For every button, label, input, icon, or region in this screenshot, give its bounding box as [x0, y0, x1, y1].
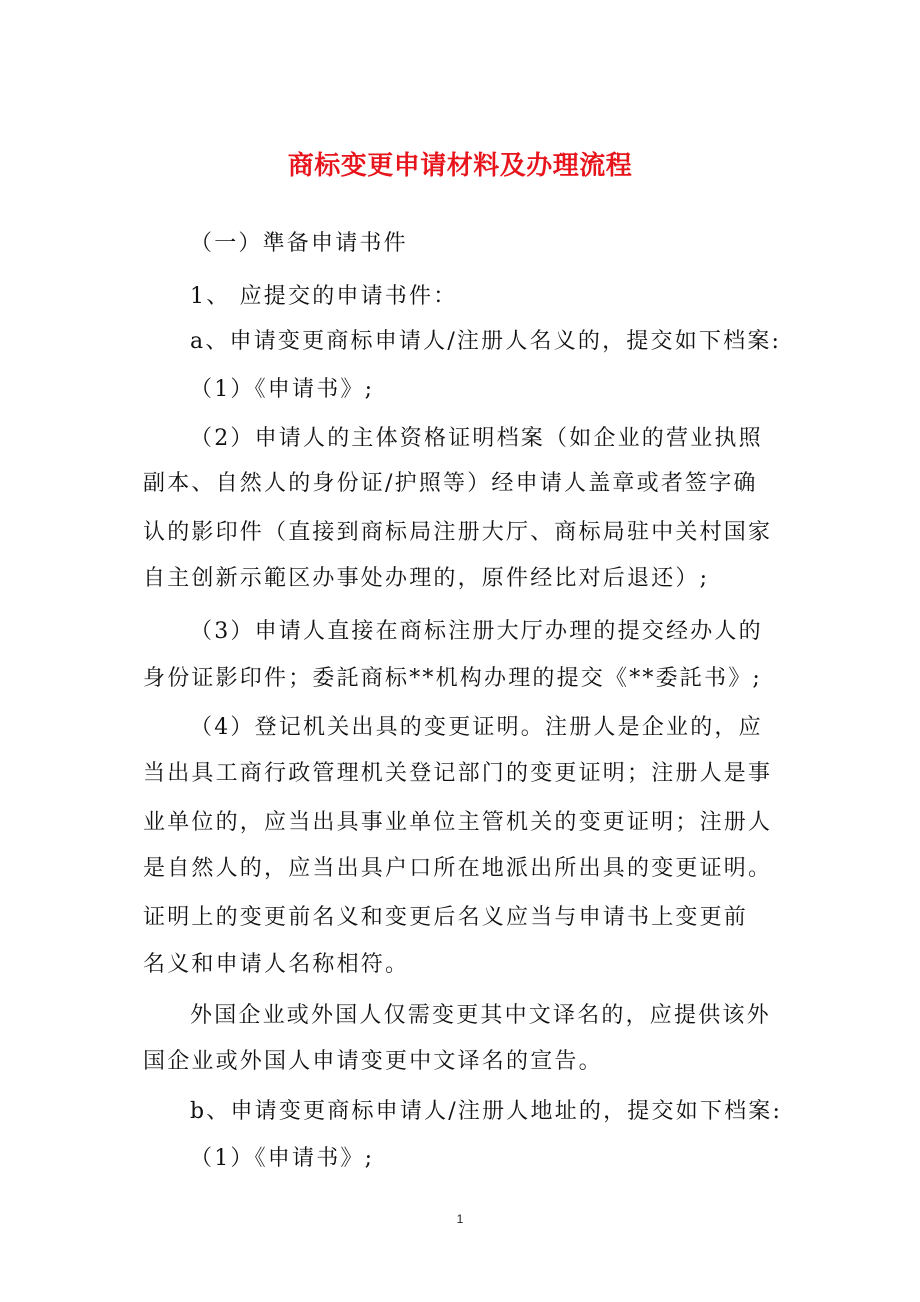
item-a-1: （1）《申请书》;	[190, 377, 375, 402]
item-b-heading: b、申请变更商标申请人/注册人地址的，提交如下档案:	[190, 1099, 783, 1124]
item-1-heading: 1、 应提交的申请书件：	[190, 284, 458, 309]
foreign-note-line-2: 国企业或外国人申请变更中文译名的宣告。	[143, 1049, 603, 1074]
item-a-4-line-6: 名义和申请人名称相符。	[143, 952, 410, 977]
item-a-2-line-2: 副本、自然人的身份证/护照等）经申请人盖章或者签字确	[143, 471, 758, 496]
item-a-4-line-3: 业单位的，应当出具事业单位主管机关的变更证明；注册人	[143, 810, 773, 835]
item-a-2-line-1: （2）申请人的主体资格证明档案（如企业的营业执照	[190, 426, 763, 451]
item-a-3-line-2: 身份证影印件；委託商标**机构办理的提交《**委託书》;	[143, 666, 763, 691]
item-a-heading: a、申请变更商标申请人/注册人名义的，提交如下档案:	[190, 329, 782, 354]
document-title: 商标变更申请材料及办理流程	[287, 151, 633, 181]
item-a-2-line-4: 自主创新示範区办事处办理的，原件经比对后退还）;	[143, 566, 710, 591]
section-heading-prepare: （一）準备申请书件	[190, 231, 408, 256]
item-a-4-line-4: 是自然人的，应当出具户口所在地派出所出具的变更证明。	[143, 856, 773, 881]
item-a-4-line-2: 当出具工商行政管理机关登记部门的变更证明；注册人是事	[143, 761, 773, 786]
item-a-3-line-1: （3）申请人直接在商标注册大厅办理的提交经办人的	[190, 619, 763, 644]
item-a-4-line-1: （4）登记机关出具的变更证明。注册人是企业的，应	[190, 715, 763, 740]
item-a-4-line-5: 证明上的变更前名义和变更后名义应当与申请书上变更前	[143, 905, 749, 930]
page-number: 1	[456, 1212, 464, 1226]
item-a-2-line-3: 认的影印件（直接到商标局注册大厅、商标局驻中关村国家	[143, 520, 773, 545]
foreign-note-line-1: 外国企业或外国人仅需变更其中文译名的，应提供该外	[190, 1003, 771, 1028]
item-b-1: （1）《申请书》;	[190, 1146, 375, 1171]
